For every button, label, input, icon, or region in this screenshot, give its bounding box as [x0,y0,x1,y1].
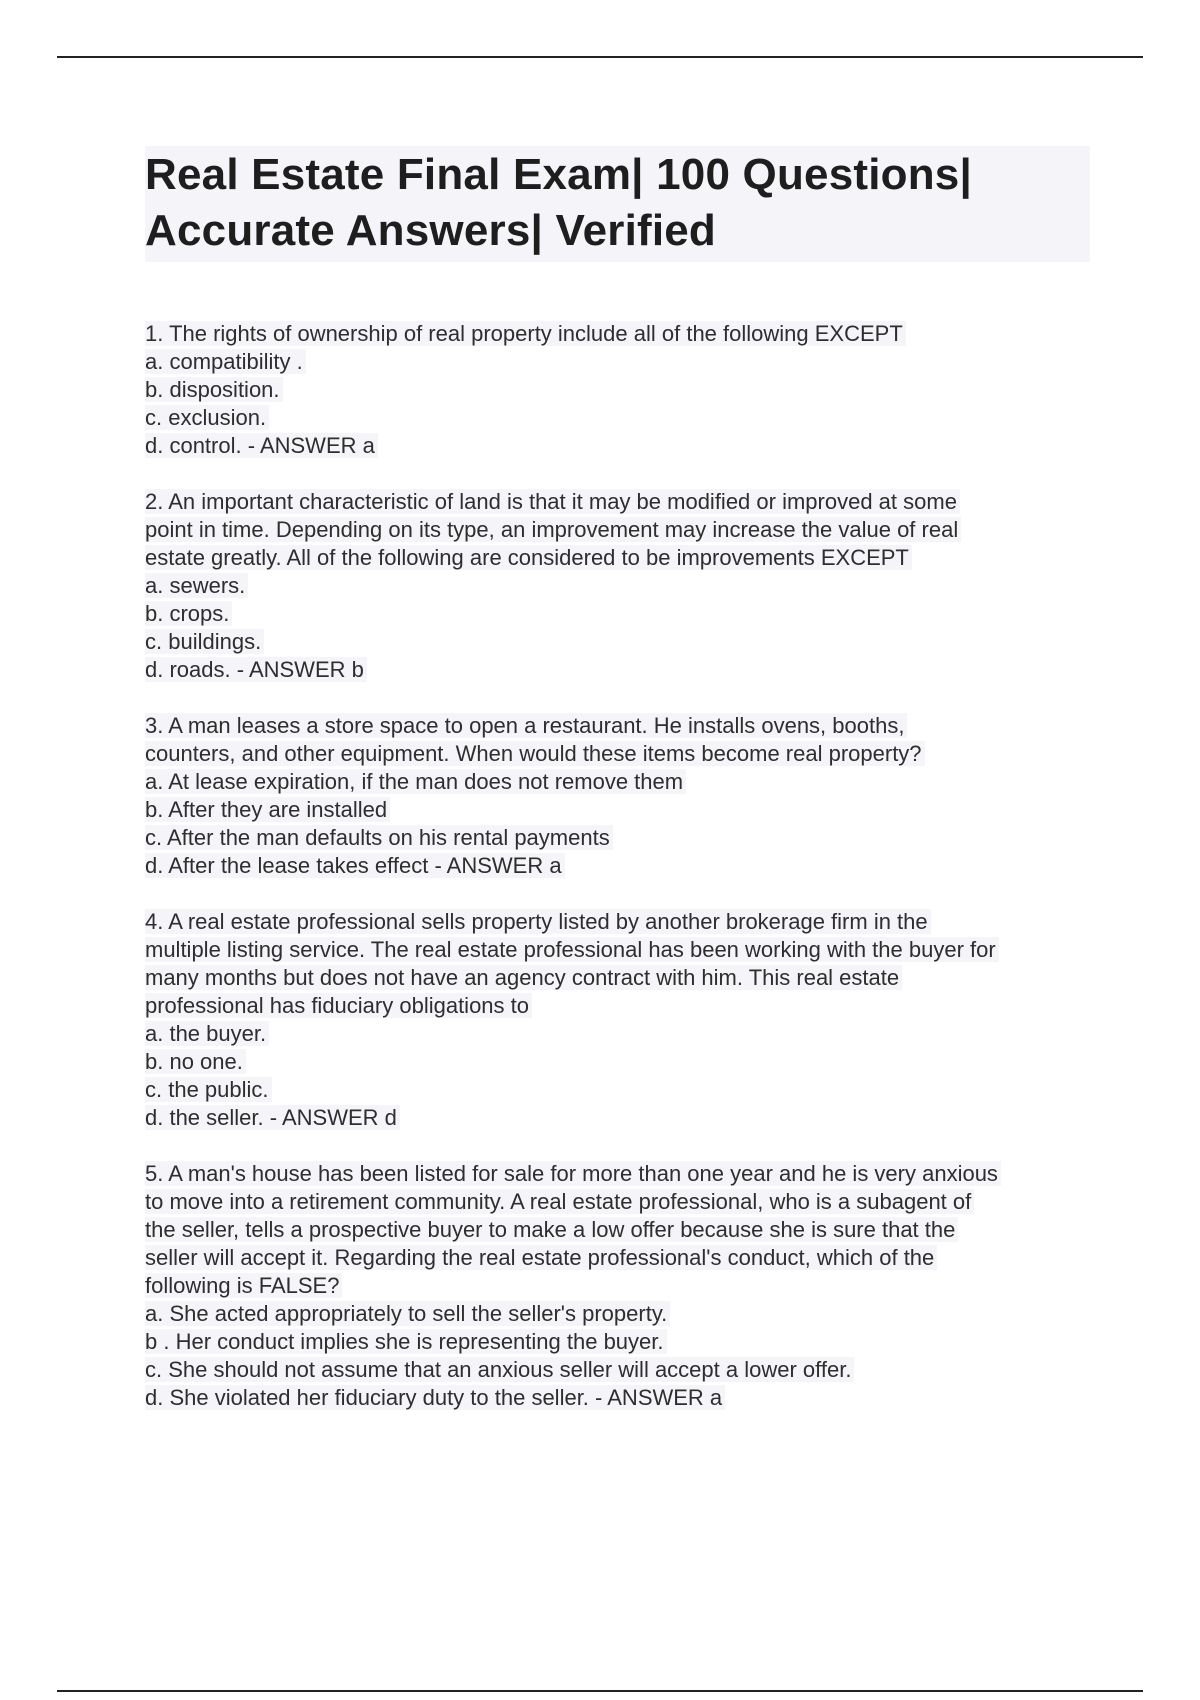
question-text: estate greatly. All of the following are considered to be improvements EXCEPT [145,544,1090,572]
document-title [145,146,1090,262]
question-text: multiple listing service. The real estate professional has been working with the buyer for [145,936,1090,964]
question-text: seller will accept it. Regarding the real estate professional's conduct, which of the [145,1244,1090,1272]
answer-option: a. compatibility . [145,348,1090,376]
question-text: 2. An important characteristic of land is that it may be modified or improved at some [145,488,1090,516]
question-text: following is FALSE? [145,1272,1090,1300]
question-2 [145,488,1090,684]
answer-option: b. After they are installed [145,796,1090,824]
question-3 [145,712,1090,880]
answer-option: b . Her conduct implies she is representing the buyer. [145,1328,1090,1356]
answer-option: a. sewers. [145,572,1090,600]
answer-option: a. At lease expiration, if the man does not remove them [145,768,1090,796]
answer-option: d. the seller. - ANSWER d [145,1104,1090,1132]
question-4 [145,908,1090,1132]
answer-option: a. She acted appropriately to sell the seller's property. [145,1300,1090,1328]
title-line-1: Real Estate Final Exam| 100 Questions| [145,150,972,199]
question-1 [145,320,1090,460]
answer-option: d. roads. - ANSWER b [145,656,1090,684]
question-text: the seller, tells a prospective buyer to make a low offer because she is sure that the [145,1216,1090,1244]
document-body [145,146,1090,1440]
answer-option: d. control. - ANSWER a [145,432,1090,460]
answer-option: b. crops. [145,600,1090,628]
question-text: 1. The rights of ownership of real property include all of the following EXCEPT [145,320,1090,348]
answer-option: c. exclusion. [145,404,1090,432]
answer-option: c. After the man defaults on his rental payments [145,824,1090,852]
bottom-rule [57,1690,1143,1692]
question-text: point in time. Depending on its type, an improvement may increase the value of real [145,516,1090,544]
title-line-2: Accurate Answers| Verified [145,206,717,255]
question-text: professional has fiduciary obligations to [145,992,1090,1020]
question-text: 3. A man leases a store space to open a restaurant. He installs ovens, booths, [145,712,1090,740]
answer-option: a. the buyer. [145,1020,1090,1048]
answer-option: d. After the lease takes effect - ANSWER a [145,852,1090,880]
answer-option: c. She should not assume that an anxious seller will accept a lower offer. [145,1356,1090,1384]
answer-option: b. no one. [145,1048,1090,1076]
answer-option: d. She violated her fiduciary duty to the seller. - ANSWER a [145,1384,1090,1412]
top-rule [57,56,1143,58]
question-text: 5. A man's house has been listed for sale for more than one year and he is very anxious [145,1160,1090,1188]
question-list [145,320,1090,1412]
answer-option: c. buildings. [145,628,1090,656]
answer-option: b. disposition. [145,376,1090,404]
question-text: many months but does not have an agency contract with him. This real estate [145,964,1090,992]
question-text: to move into a retirement community. A real estate professional, who is a subagent of [145,1188,1090,1216]
question-text: 4. A real estate professional sells property listed by another brokerage firm in the [145,908,1090,936]
question-5 [145,1160,1090,1412]
question-text: counters, and other equipment. When would these items become real property? [145,740,1090,768]
answer-option: c. the public. [145,1076,1090,1104]
